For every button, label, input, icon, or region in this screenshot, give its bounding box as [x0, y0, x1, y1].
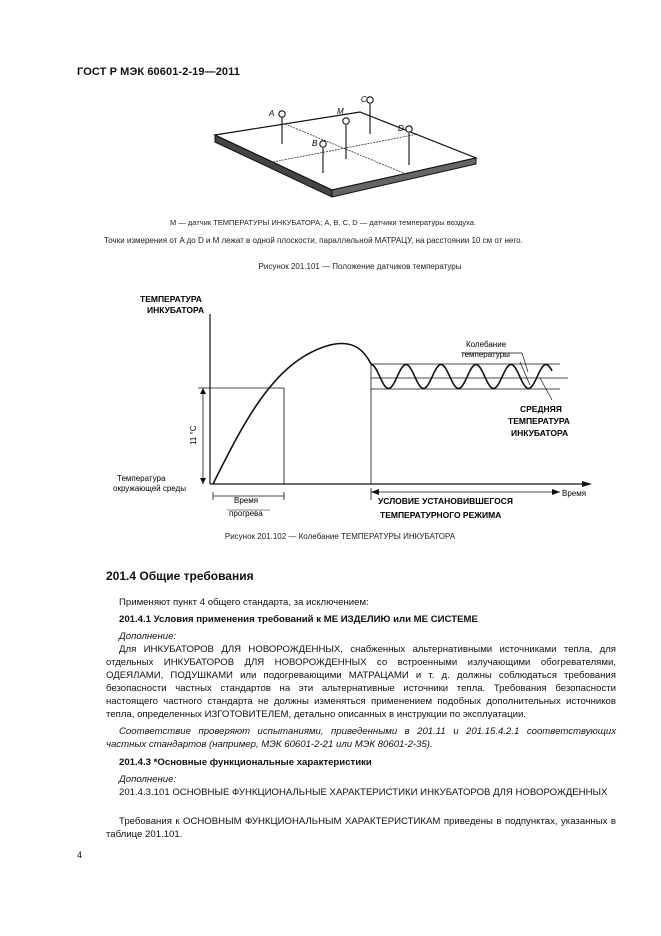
- ambient-label-line1: Температура: [117, 474, 166, 483]
- label-D: D: [398, 124, 404, 133]
- label-B: B: [312, 139, 318, 148]
- warmup-label-line1: Время: [234, 496, 259, 505]
- label-C: C: [361, 95, 367, 104]
- addition-label-1: Дополнение:: [119, 631, 177, 642]
- mean-label-line1: СРЕДНЯЯ: [520, 404, 562, 414]
- figure2-caption: Рисунок 201.102 — Колебание ТЕМПЕРАТУРЫ ИНКУБАТОРА: [224, 532, 456, 541]
- warmup-label-line2: прогрева: [229, 509, 263, 518]
- page-number: 4: [77, 850, 83, 860]
- subsection-201-4-1: 201.4.1 Условия применения требований к МЕ ИЗДЕЛИЮ или МЕ СИСТЕМЕ: [119, 614, 478, 625]
- paragraph-alt-heat-sources: Для ИНКУБАТОРОВ ДЛЯ НОВОРОЖДЕННЫХ, снабженных альтернативными источниками тепла, для отдельных ИНКУБАТОРОВ ДЛЯ НОВОРОЖДЕННЫХ со встроенными излучающими обогревателями, ОДЕЯЛАМИ, ПОДУШКАМИ или подогревающими МАТРАЦАМИ и т. д. должны соблюдаться требования безопасности частных стандартов на эти альтернативные источники тепла. Требования безопасности настоящего частного стандарта не должны изменяться применением подобных дополнительных источников тепла, определенных ИЗГОТОВИТЕЛЕМ, детально описанных в инструкции по эксплуатации.: [106, 644, 616, 720]
- figure1-legend: M — датчик ТЕМПЕРАТУРЫ ИНКУБАТОРА; A, B, C, D — датчики температуры воздуха.: [170, 218, 477, 227]
- x-axis-label: Время: [562, 489, 587, 498]
- section-intro: Применяют пункт 4 общего стандарта, за исключением:: [119, 597, 369, 608]
- subsection-201-4-3: 201.4.3 *Основные функциональные характеристики: [119, 757, 372, 768]
- paragraph-essential-performance: Требования к ОСНОВНЫМ ФУНКЦИОНАЛЬНЫМ ХАРАКТЕРИСТИКАМ приведены в подпунктах, указанных в таблице 201.101.: [106, 816, 616, 840]
- fluct-label-line1: Колебание: [466, 340, 507, 349]
- label-A: A: [269, 109, 275, 118]
- y-label-line2: ИНКУБАТОРА: [147, 305, 205, 315]
- steady-label-line2: ТЕМПЕРАТУРНОГО РЕЖИМА: [380, 510, 502, 520]
- y-label-line1: ТЕМПЕРАТУРА: [140, 294, 202, 304]
- mean-label-line3: ИНКУБАТОРА: [511, 428, 569, 438]
- addition-label-2: Дополнение:: [119, 774, 177, 785]
- item-201-4-3-101: 201.4.3.101 ОСНОВНЫЕ ФУНКЦИОНАЛЬНЫЕ ХАРАКТЕРИСТИКИ ИНКУБАТОРОВ ДЛЯ НОВОРОЖДЕННЫХ: [119, 787, 608, 798]
- delta-label: 11 °C: [189, 425, 198, 445]
- figure1-note: Точки измерения от A до D и M лежат в одной плоскости, параллельной МАТРАЦУ, на расстоянии 10 см от него.: [104, 236, 523, 245]
- ambient-label-line2: окружающей среды: [113, 484, 186, 493]
- document-header: ГОСТ Р МЭК 60601-2-19—2011: [77, 66, 240, 78]
- section-heading: 201.4 Общие требования: [106, 569, 254, 583]
- figure1-caption: Рисунок 201.101 — Положение датчиков температуры: [258, 262, 462, 271]
- fluct-label-line2: температуры: [461, 350, 510, 359]
- mean-label-line2: ТЕМПЕРАТУРА: [508, 416, 570, 426]
- paragraph-compliance: Соответствие проверяют испытаниями, приведенными в 201.11 и 201.15.4.2.1 соответствующих частных стандартов (например, МЭК 60601-2-21 или МЭК 80601-2-35).: [106, 726, 616, 750]
- label-M: M: [337, 107, 344, 116]
- steady-label-line1: УСЛОВИЕ УСТАНОВИВШЕГОСЯ: [378, 496, 513, 506]
